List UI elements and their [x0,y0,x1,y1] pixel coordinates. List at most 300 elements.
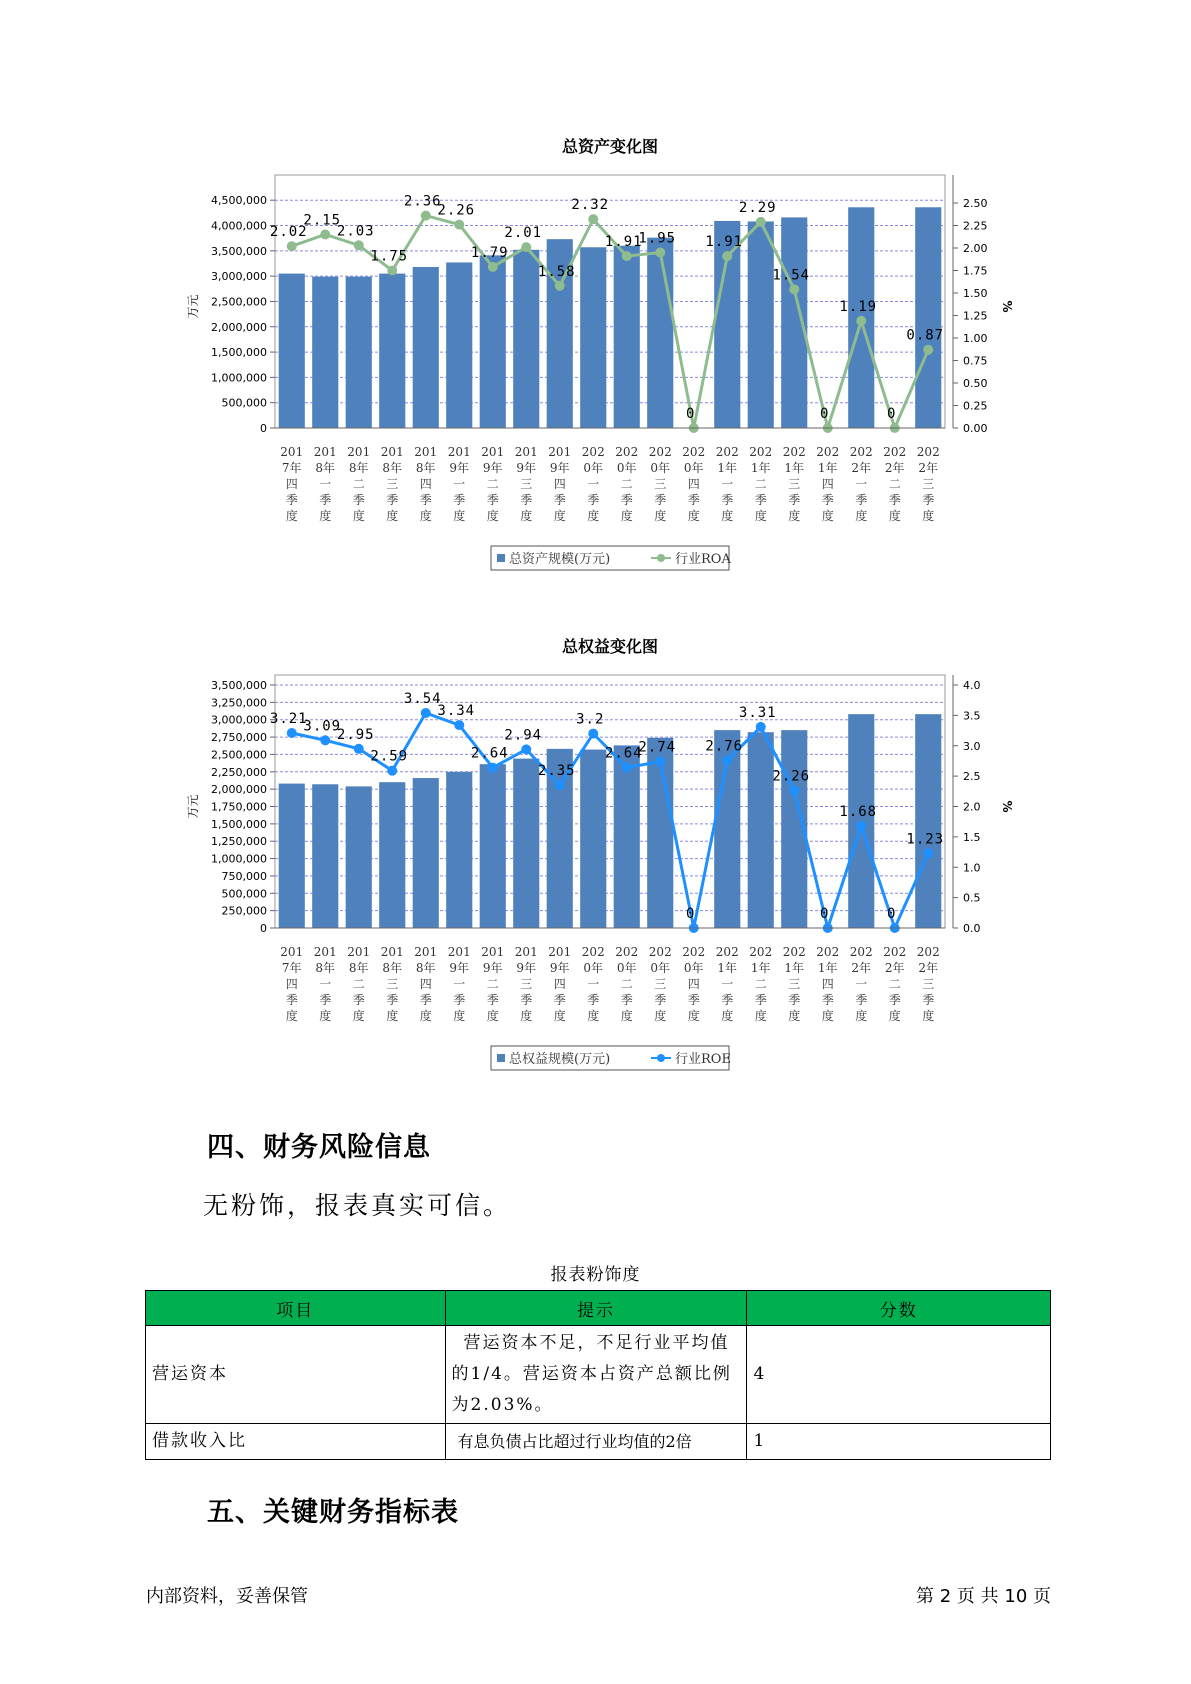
x-tick-label: 二 [888,477,901,491]
y-right-tick-label: 2.50 [963,197,988,210]
bar [614,246,640,428]
x-tick-label: 201 [347,445,371,459]
y-left-tick-label: 2,500,000 [211,748,267,762]
x-tick-label: 1年 [717,961,738,975]
data-label: 0 [887,906,897,922]
x-tick-label: 四 [553,477,566,491]
x-tick-label: 度 [788,509,801,523]
x-tick-label: 0年 [683,961,704,975]
legend-label-line: 行业ROE [675,1052,731,1067]
bar [379,274,405,428]
y-left-tick-label: 500,000 [221,396,267,410]
y-left-tick-label: 2,500,000 [211,295,267,309]
x-tick-label: 季 [754,993,767,1007]
x-tick-label: 度 [654,1009,667,1023]
x-tick-label: 1年 [817,461,838,475]
x-tick-label: 季 [721,993,734,1007]
x-tick-label: 度 [419,509,432,523]
bar [413,267,439,428]
x-tick-label: 季 [754,493,767,507]
y-left-tick-label: 2,000,000 [211,783,267,797]
line-point [923,345,933,355]
y-left-tick-label: 500,000 [221,887,267,901]
chart-legend [491,546,731,570]
x-tick-label: 季 [922,493,935,507]
x-tick-label: 四 [285,477,298,491]
data-label: 2.26 [772,768,811,785]
y-left-tick-label: 1,750,000 [211,800,267,814]
x-tick-label: 度 [553,509,566,523]
x-tick-label: 二 [888,977,901,991]
chart-title: 总资产变化图 [561,137,659,156]
x-tick-label: 2年 [918,961,939,975]
x-tick-label: 201 [380,945,404,959]
x-tick-label: 度 [319,509,332,523]
y-right-tick-label: 0.50 [963,377,988,390]
x-tick-label: 9年 [516,961,537,975]
x-tick-label: 202 [782,445,806,459]
data-label: 2.15 [303,212,342,229]
line-point [488,763,498,773]
x-tick-label: 一 [855,477,868,491]
x-tick-label: 季 [721,493,734,507]
x-tick-label: 季 [453,493,466,507]
line-point [320,735,330,745]
x-tick-label: 一 [855,977,868,991]
x-tick-label: 202 [648,445,672,459]
bar [480,255,506,428]
y-left-tick-label: 2,000,000 [211,320,267,334]
data-label: 2.94 [504,727,543,744]
x-tick-label: 202 [849,445,873,459]
x-tick-label: 201 [548,445,572,459]
risk-hint-cell: 营运资本不足，不足行业平均值的1/4。营运资本占资产总额比例为2.03%。 [445,1326,747,1424]
x-tick-label: 二 [486,477,499,491]
y-right-tick-label: 1.5 [963,830,981,844]
table-row [146,1326,1051,1424]
total-assets-chart [150,128,1014,608]
x-tick-label: 三 [386,477,399,491]
x-tick-label: 一 [721,977,734,991]
x-tick-label: 1年 [784,961,805,975]
x-tick-label: 季 [352,993,365,1007]
y-left-tick-label: 3,250,000 [211,696,267,710]
data-label: 2.03 [336,223,375,240]
x-tick-label: 0年 [650,961,671,975]
line-point [789,786,799,796]
y-right-tick-label: 0.5 [963,891,981,905]
bar [446,262,472,428]
x-tick-label: 季 [855,993,868,1007]
data-label: 1.91 [604,234,643,251]
line-point [722,755,732,765]
y-left-tick-label: 1,250,000 [211,835,267,849]
x-tick-label: 2年 [918,461,939,475]
y-left-tick-label: 0 [260,922,267,935]
x-tick-label: 度 [821,509,834,523]
x-tick-label: 度 [721,509,734,523]
risk-score-cell: 4 [747,1326,1051,1424]
x-tick-label: 季 [553,993,566,1007]
x-tick-label: 7年 [281,961,302,975]
x-tick-label: 三 [922,477,935,491]
line-point [588,729,598,739]
x-tick-label: 度 [855,1009,868,1023]
bar [647,238,673,428]
x-tick-label: 8年 [315,961,336,975]
y-right-tick-label: 0.00 [963,422,988,435]
x-tick-label: 度 [285,509,298,523]
data-label: 2.36 [403,193,442,210]
data-label: 2.74 [638,739,677,756]
total-equity-chart-svg [150,628,1014,1108]
x-tick-label: 0年 [583,461,604,475]
y-right-tick-label: 3.5 [963,709,981,723]
x-tick-label: 度 [654,509,667,523]
x-tick-label: 201 [447,945,471,959]
x-tick-label: 度 [587,1009,600,1023]
x-tick-label: 9年 [549,961,570,975]
line-point [387,766,397,776]
y-right-tick-label: 1.75 [963,264,988,278]
x-tick-label: 8年 [415,461,436,475]
x-tick-label: 1年 [817,961,838,975]
plot-area [275,675,945,928]
data-label: 2.64 [470,745,509,762]
x-tick-label: 季 [419,493,432,507]
y-right-tick-label: 2.00 [963,242,988,255]
y-left-tick-label: 3,000,000 [211,713,267,727]
bar [513,759,539,928]
x-tick-label: 201 [313,945,337,959]
risk-table-header-item: 项目 [146,1291,446,1326]
data-label: 0 [820,906,830,922]
x-tick-label: 202 [916,945,940,959]
risk-table-caption: 报表粉饰度 [550,1265,641,1285]
bar [413,778,439,928]
line-point [756,722,766,732]
x-tick-label: 202 [615,945,639,959]
risk-table-header-hint: 提示 [445,1291,747,1326]
y-left-tick-label: 3,000,000 [211,270,267,284]
data-label: 2.02 [269,224,308,241]
x-tick-label: 一 [319,477,332,491]
x-tick-label: 1年 [784,461,805,475]
legend-label-bar: 总资产规模(万元) [509,552,611,567]
x-tick-label: 度 [687,509,700,523]
y-left-tick-label: 250,000 [221,904,267,918]
data-label: 3.09 [303,718,342,735]
bar [580,247,606,428]
x-tick-label: 度 [922,1009,935,1023]
x-tick-label: 度 [687,1009,700,1023]
risk-item-cell: 营运资本 [146,1326,446,1424]
x-tick-label: 度 [486,509,499,523]
x-tick-label: 三 [788,977,801,991]
y-left-tick-label: 3,500,000 [211,679,267,692]
x-tick-label: 8年 [382,461,403,475]
footer-confidential: 内部资料，妥善保管 [146,1586,308,1607]
line-point [488,262,498,272]
y-right-tick-label: 1.50 [963,287,988,300]
table-row [146,1424,1051,1460]
y-left-tick-label: 2,250,000 [211,765,267,779]
x-tick-label: 202 [749,945,773,959]
bar [346,277,372,428]
bar [614,745,640,928]
x-tick-label: 季 [520,993,533,1007]
line-point [789,284,799,294]
x-tick-label: 201 [313,445,337,459]
y-right-tick-label: 4.0 [963,679,981,692]
data-label: 0.87 [906,327,945,344]
y-right-tick-label: 2.5 [963,770,981,784]
x-tick-label: 度 [888,509,901,523]
x-tick-label: 202 [816,445,840,459]
x-tick-label: 四 [419,977,432,991]
data-label: 1.23 [906,831,945,848]
x-tick-label: 202 [883,445,907,459]
line-point [756,217,766,227]
y-right-tick-label: 1.25 [963,309,988,323]
x-tick-label: 201 [380,445,404,459]
x-tick-label: 季 [654,493,667,507]
x-tick-label: 四 [285,977,298,991]
x-tick-label: 7年 [281,461,302,475]
data-label: 2.01 [504,225,543,242]
x-tick-label: 1年 [750,961,771,975]
bar [480,764,506,928]
x-tick-label: 8年 [382,961,403,975]
x-tick-label: 度 [285,1009,298,1023]
x-tick-label: 一 [721,477,734,491]
y-right-tick-label: 1.0 [963,861,981,875]
x-tick-label: 度 [821,1009,834,1023]
x-tick-label: 四 [687,477,700,491]
x-tick-label: 季 [587,493,600,507]
x-tick-label: 9年 [449,461,470,475]
risk-table [145,1290,1051,1460]
x-tick-label: 二 [486,977,499,991]
x-tick-label: 三 [922,977,935,991]
x-tick-label: 度 [386,509,399,523]
x-tick-label: 度 [620,509,633,523]
bar [513,250,539,428]
line-point [320,230,330,240]
x-tick-label: 三 [788,477,801,491]
bar [279,784,305,928]
x-tick-label: 9年 [482,961,503,975]
y-left-tick-label: 3,500,000 [211,244,267,258]
x-tick-label: 四 [419,477,432,491]
chart-legend [491,1046,731,1070]
line-point [387,266,397,276]
line-point [454,220,464,230]
bar [915,714,941,928]
data-label: 2.59 [370,748,409,765]
x-tick-label: 202 [581,445,605,459]
bar [748,732,774,928]
risk-item-cell: 借款收入比 [146,1424,446,1460]
x-tick-label: 三 [654,977,667,991]
data-label: 2.95 [336,726,375,743]
x-tick-label: 度 [419,1009,432,1023]
x-tick-label: 季 [821,993,834,1007]
line-point [622,251,632,261]
line-point [588,214,598,224]
data-label: 0 [887,406,897,422]
line-point [521,744,531,754]
y-right-tick-label: 3.0 [963,739,981,753]
bar [748,221,774,428]
bar [446,772,472,928]
x-tick-label: 度 [788,1009,801,1023]
x-tick-label: 季 [687,493,700,507]
x-tick-label: 季 [620,993,633,1007]
x-tick-label: 201 [514,445,538,459]
x-tick-label: 201 [414,945,438,959]
x-tick-label: 201 [548,945,572,959]
x-tick-label: 度 [922,509,935,523]
x-tick-label: 9年 [482,461,503,475]
x-tick-label: 季 [386,993,399,1007]
y-left-axis-label: 万元 [186,294,200,319]
y-right-axis-label: % [1000,800,1014,813]
x-tick-label: 四 [687,977,700,991]
y-right-tick-label: 2.0 [963,800,981,814]
line-point [655,248,665,258]
x-tick-label: 201 [481,445,505,459]
x-tick-label: 202 [581,945,605,959]
x-tick-label: 季 [419,993,432,1007]
x-tick-label: 三 [654,477,667,491]
x-tick-label: 季 [553,493,566,507]
line-point [622,763,632,773]
x-tick-label: 二 [754,477,767,491]
data-label: 3.2 [576,711,605,728]
x-tick-label: 一 [453,977,466,991]
x-tick-label: 度 [587,509,600,523]
legend-label-bar: 总权益规模(万元) [509,1052,611,1067]
x-tick-label: 季 [821,493,834,507]
data-label: 0 [686,406,696,422]
x-tick-label: 二 [352,977,365,991]
line-point [354,240,364,250]
x-tick-label: 一 [453,477,466,491]
x-tick-label: 202 [615,445,639,459]
x-tick-label: 1年 [750,461,771,475]
x-tick-label: 9年 [516,461,537,475]
line-point [555,281,565,291]
y-left-tick-label: 1,500,000 [211,817,267,831]
y-right-tick-label: 0.0 [963,922,981,935]
data-label: 1.68 [839,803,878,820]
total-assets-chart-svg [150,128,1014,608]
x-tick-label: 度 [352,509,365,523]
data-label: 1.91 [705,234,744,251]
bar [915,207,941,428]
x-tick-label: 度 [520,1009,533,1023]
data-label: 2.76 [705,738,744,755]
x-tick-label: 季 [788,493,801,507]
x-tick-label: 季 [486,993,499,1007]
line-point [722,251,732,261]
data-label: 1.95 [638,230,677,247]
x-tick-label: 201 [280,945,304,959]
y-left-tick-label: 4,500,000 [211,194,267,208]
line-point [655,757,665,767]
x-tick-label: 季 [587,993,600,1007]
x-tick-label: 季 [319,993,332,1007]
y-left-tick-label: 1,000,000 [211,371,267,385]
x-tick-label: 8年 [415,961,436,975]
chart-title: 总权益变化图 [561,637,659,656]
x-tick-label: 季 [855,493,868,507]
x-tick-label: 一 [587,977,600,991]
footer-page-number: 第 2 页 共 10 页 [916,1586,1051,1607]
risk-score-cell: 1 [747,1424,1051,1460]
legend-swatch-point [657,554,665,562]
x-tick-label: 202 [916,445,940,459]
x-tick-label: 202 [682,945,706,959]
line-point [287,241,297,251]
x-tick-label: 四 [821,977,834,991]
x-tick-label: 度 [620,1009,633,1023]
x-tick-label: 0年 [616,461,637,475]
x-tick-label: 202 [682,445,706,459]
y-right-tick-label: 0.75 [963,354,988,368]
bar [279,274,305,428]
bar [346,786,372,928]
line-point [421,211,431,221]
x-tick-label: 2年 [851,961,872,975]
x-tick-label: 季 [285,993,298,1007]
data-label: 2.26 [437,202,476,219]
bar [580,750,606,928]
y-right-tick-label: 2.25 [963,219,988,233]
x-tick-label: 三 [520,477,533,491]
line-point [856,821,866,831]
legend-label-line: 行业ROA [675,552,731,567]
risk-table-header-row [146,1291,1051,1326]
x-tick-label: 202 [883,945,907,959]
x-tick-label: 度 [855,509,868,523]
bar [312,784,338,928]
x-tick-label: 季 [285,493,298,507]
x-tick-label: 201 [481,945,505,959]
x-tick-label: 9年 [549,461,570,475]
y-right-axis-label: % [1000,300,1014,313]
data-label: 3.21 [269,710,308,727]
x-tick-label: 度 [319,1009,332,1023]
bar [379,782,405,928]
x-tick-label: 季 [319,493,332,507]
x-tick-label: 四 [821,477,834,491]
data-label: 1.54 [772,267,811,284]
legend-swatch-bar [497,554,505,562]
x-tick-label: 1年 [717,461,738,475]
x-tick-label: 季 [922,993,935,1007]
x-tick-label: 二 [352,477,365,491]
y-left-tick-label: 2,750,000 [211,731,267,745]
line-point [354,744,364,754]
risk-hint-cell: 有息负债占比超过行业均值的2倍 [445,1424,747,1460]
x-tick-label: 季 [486,493,499,507]
x-tick-label: 度 [352,1009,365,1023]
line-point [856,316,866,326]
x-tick-label: 202 [849,945,873,959]
x-tick-label: 二 [620,477,633,491]
